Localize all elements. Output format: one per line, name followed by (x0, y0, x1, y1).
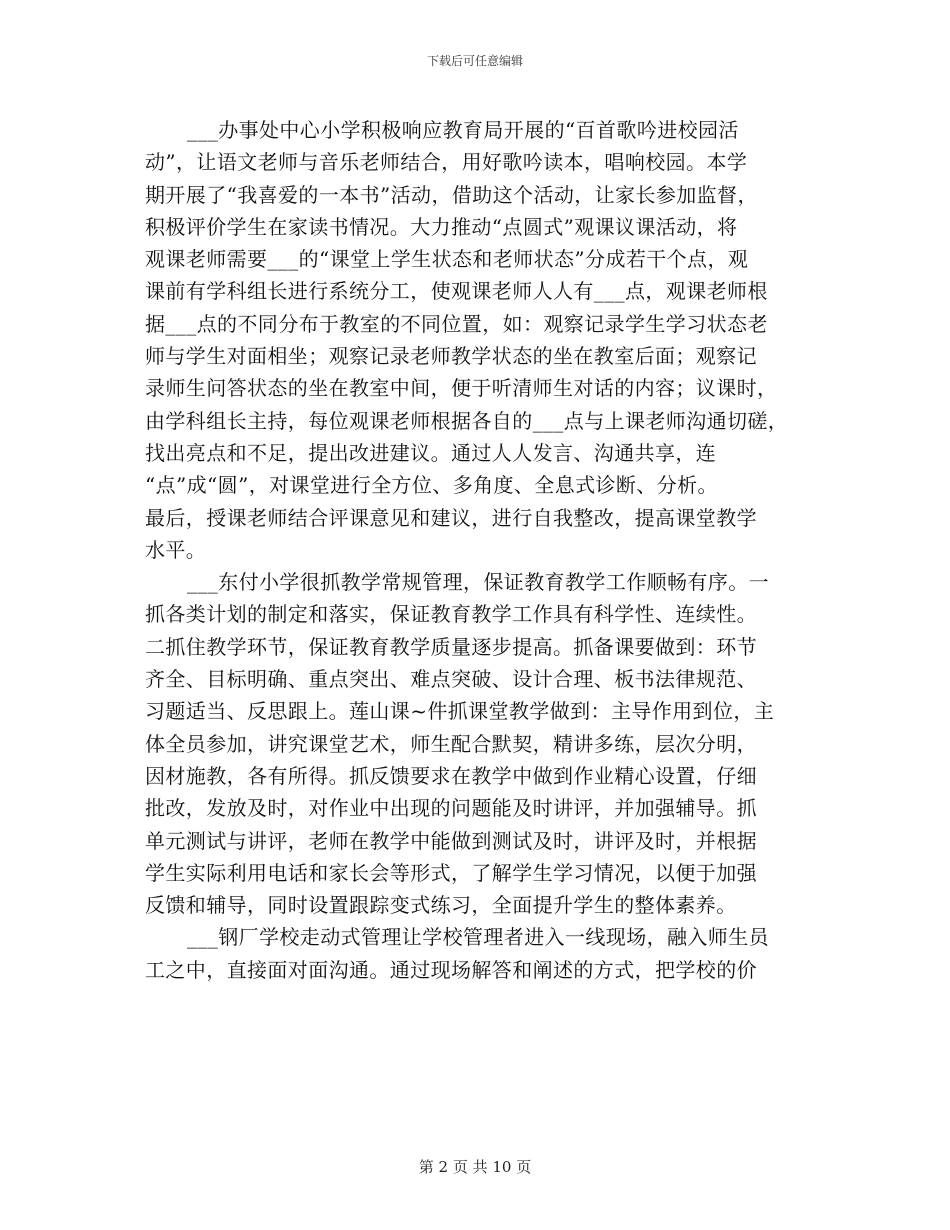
text-line: 据___点的不同分布于教室的不同位置，如：观察记录学生学习状态老 (145, 311, 768, 336)
text-line: 学生实际利用电话和家长会等形式，了解学生学习情况，以便于加强 (145, 860, 757, 885)
text-line: 观课老师需要___的“课堂上学生状态和老师状态”分成若干个点，观 (145, 247, 749, 272)
text-line: 期开展了“我喜爱的一本书”活动，借助这个活动，让家长参加监督， (145, 182, 758, 207)
text-line: 体全员参加，讲究课堂艺术，师生配合默契，精讲多练，层次分明， (145, 731, 757, 756)
text-line: 齐全、目标明确、重点突出、难点突破、设计合理、板书法律规范、 (145, 667, 757, 692)
paragraph-2 (145, 566, 820, 921)
text-line: 抓各类计划的制定和落实，保证教育教学工作具有科学性、连续性。 (145, 602, 757, 627)
text-line: ___东付小学很抓教学常规管理，保证教育教学工作顺畅有序。一 (187, 570, 769, 595)
text-line: ___钢厂学校走动式管理让学校管理者进入一线现场，融入师生员 (187, 925, 769, 950)
document-body (145, 114, 820, 986)
text-line: 习题适当、反思跟上。莲山课~件抓课堂教学做到：主导作用到位，主 (145, 699, 775, 724)
text-line: ___办事处中心小学积极响应教育局开展的“百首歌吟进校园活 (187, 118, 739, 142)
text-line: 工之中，直接面对面沟通。通过现场解答和阐述的方式，把学校的价 (145, 957, 757, 982)
text-line: 因材施教，各有所得。抓反馈要求在教学中做到作业精心设置，仔细 (145, 763, 757, 788)
text-line: 单元测试与讲评，老师在教学中能做到测试及时，讲评及时，并根据 (145, 828, 757, 853)
page-footer: 第 2 页 共 10 页 (418, 1158, 532, 1176)
text-line: 反馈和辅导，同时设置跟踪变式练习，全面提升学生的整体素养。 (145, 893, 737, 918)
paragraph-3 (145, 921, 820, 986)
text-line: 找出亮点和不足，提出改进建议。通过人人发言、沟通共享，连 (145, 440, 717, 465)
text-line: 批改，发放及时，对作业中出现的问题能及时讲评，并加强辅导。抓 (145, 796, 757, 821)
text-line: 水平。 (145, 537, 207, 562)
text-line: “点”成“圆”，对课堂进行全方位、多角度、全息式诊断、分析。 (145, 473, 718, 498)
text-line: 录师生问答状态的坐在教室中间，便于听清师生对话的内容；议课时， (145, 376, 778, 401)
text-line: 最后，授课老师结合评课意见和建议，进行自我整改，提高课堂教学 (145, 505, 757, 530)
text-line: 积极评价学生在家读书情况。大力推动“点圆式”观课议课活动，将 (145, 214, 738, 239)
text-line: 师与学生对面相坐；观察记录老师教学状态的坐在教室后面；观察记 (145, 344, 757, 369)
paragraph-1 (145, 114, 820, 566)
text-line: 由学科组长主持，每位观课老师根据各自的___点与上课老师沟通切磋， (145, 408, 789, 433)
text-line: 课前有学科组长进行系统分工，使观课老师人人有___点，观课老师根 (145, 279, 768, 304)
text-line: 动”，让语文老师与音乐老师结合，用好歌吟读本，唱响校园。本学 (145, 150, 748, 175)
text-line: 二抓住教学环节，保证教育教学质量逐步提高。抓备课要做到：环节 (145, 634, 757, 659)
page-header: 下载后可任意编辑 (426, 54, 523, 68)
